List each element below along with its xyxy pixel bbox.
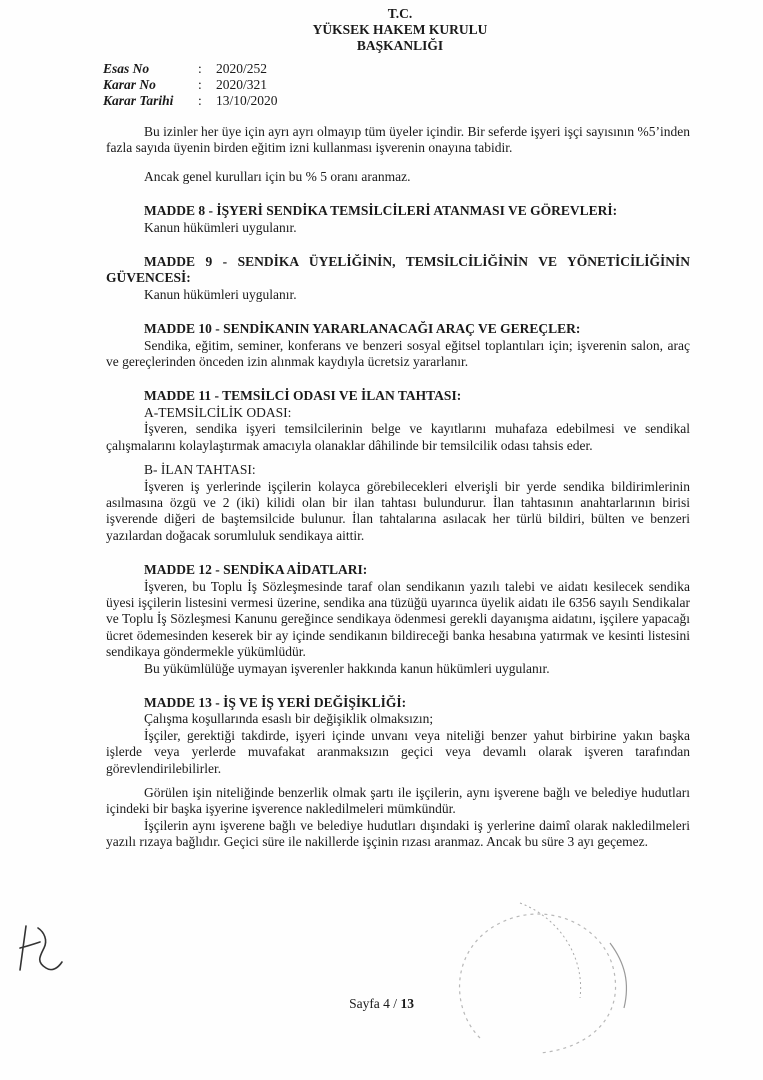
meta-label: Karar No	[103, 77, 156, 92]
meta-value: 13/10/2020	[216, 93, 278, 108]
article-11-subheading-b: B- İLAN TAHTASI:	[144, 462, 256, 478]
header-presidency: BAŞKANLIĞI	[356, 38, 444, 53]
article-8-title: MADDE 8 - İŞYERİ SENDİKA TEMSİLCİLERİ ATANMASI VE GÖREVLERİ:	[144, 203, 618, 219]
meta-separator: :	[198, 93, 202, 108]
article-10-title: MADDE 10 - SENDİKANIN YARARLANACAĞI ARAÇ VE GEREÇLER:	[144, 321, 581, 337]
handwritten-initials-signature	[14, 918, 74, 978]
article-12-title: MADDE 12 - SENDİKA AİDATLARI:	[144, 562, 368, 578]
article-13-paragraph-2: Görülen işin niteliğinde benzerlik olmak şartı ile işçilerin, aynı işverene bağlı ve belediye hudutları içindeki bir başka işyerine işverence nakledilmeleri mümkündür.	[106, 785, 690, 817]
article-10-text: Sendika, eğitim, seminer, konferans ve benzeri sosyal eğitsel toplantıları için; işverenin salon, araç ve gereçlerinden önceden izin alınmak kaydıyla ücretsiz yararlanır.	[106, 337, 690, 370]
page-number-prefix: Sayfa 4 /	[349, 996, 398, 1011]
meta-row-karar	[103, 77, 278, 93]
article-13-paragraph-1: İşçiler, gerektiği takdirde, işyeri içinde unvanı veya niteliği benzer yahut birbirine yakın başka işlerde veya yerlerde muvafakat aranmaksızın geçici veya devamlı olarak işveren tarafından görevlendirilebilirler.	[106, 727, 690, 776]
meta-label: Esas No	[103, 61, 150, 76]
article-9-title: MADDE 9 - SENDİKA ÜYELİĞİNİN, TEMSİLCİLİĞİNİN VE YÖNETİCİLİĞİNİN GÜVENCESİ:	[106, 254, 690, 286]
document-header	[300, 6, 500, 54]
article-13-line-1: Çalışma koşullarında esaslı bir değişiklik olmaksızın;	[144, 711, 434, 727]
page-total: 13	[400, 996, 414, 1011]
article-11-title: MADDE 11 - TEMSİLCİ ODASI VE İLAN TAHTASI:	[144, 388, 462, 404]
article-13-title: MADDE 13 - İŞ VE İŞ YERİ DEĞİŞİKLİĞİ:	[144, 694, 407, 710]
article-9-text: Kanun hükümleri uygulanır.	[144, 286, 297, 302]
paragraph-education-leave: Bu izinler her üye için ayrı ayrı olmayıp tüm üyeler içindir. Bir seferde işyeri işçi sayısının %5’inden fazla sayıda üyenin birden eğitim izni kullanması işverenin onayına tabidir.	[106, 124, 690, 156]
meta-separator: :	[198, 77, 202, 92]
article-11-subheading-a: A-TEMSİLCİLİK ODASI:	[144, 404, 292, 420]
document-body	[106, 124, 690, 851]
meta-separator: :	[198, 61, 202, 76]
meta-row-karar-tarihi	[103, 93, 278, 109]
header-institution: YÜKSEK HAKEM KURULU	[312, 22, 488, 37]
header-tc: T.C.	[387, 6, 413, 21]
meta-row-esas	[103, 61, 278, 77]
article-12-text-2: Bu yükümlülüğe uymayan işverenler hakkında kanun hükümleri uygulanır.	[144, 660, 550, 676]
meta-value: 2020/321	[216, 77, 268, 92]
article-11-text-a: İşveren, sendika işyeri temsilcilerinin belge ve kayıtlarını muhafaza edebilmesi ve sendikal çalışmalarını kolaylaştırmak amacıyla olanaklar dâhilinde bir temsilcilik odası tahsis eder.	[106, 421, 690, 453]
article-12-text: İşveren, bu Toplu İş Sözleşmesinde taraf olan sendikanın yazılı talebi ve aidatı kesilecek sendika üyesi işçilerin listesini vermesi üzerine, sendika ana tüzüğü uyarınca üyelik aidatı ile 6356 sayılı Sendikalar ve Toplu İş Sözleşmesi Kanunu gereğince sendikaya ödenmesi gerekli dayanışma aidatını, işçilere yapacağı ücret ödemesinden keserek bir ay içinde sendikanın bildireceği banka hesabına yatırmak ve kesinti listesini sendikaya göndermekle yükümlüdür.	[106, 578, 690, 660]
paragraph-general-assembly: Ancak genel kurulları için bu % 5 oranı aranmaz.	[144, 168, 411, 184]
meta-label: Karar Tarihi	[103, 93, 174, 108]
article-11-text-b: İşveren iş yerlerinde işçilerin kolayca görebilecekleri elverişli bir yerde sendika bildirimlerinin asılmasına özgü ve 2 (iki) kilidi olan bir ilan tahtası bulundurur. İlan tahtasının anahtarlarının birisi işverende diğeri de baştemsilcide bulunur. İlan tahtalarına asılacak her türlü bildiri, bülten ve benzeri yazılardan doğacak sorumluluk sendikaya aittir.	[106, 478, 690, 543]
faint-seal-stamp	[410, 888, 640, 1058]
page-footer	[0, 996, 763, 1012]
article-13-paragraph-3: İşçilerin aynı işverene bağlı ve belediye hudutları dışındaki iş yerlerine daimî olarak nakledilmeleri yazılı rızaya bağlıdır. Geçici süre ile nakillerde işçinin rızası aranmaz. Ancak bu süre 3 ayı geçemez.	[106, 817, 690, 850]
article-8-text: Kanun hükümleri uygulanır.	[144, 219, 297, 235]
meta-value: 2020/252	[216, 61, 268, 76]
case-meta	[103, 61, 278, 109]
